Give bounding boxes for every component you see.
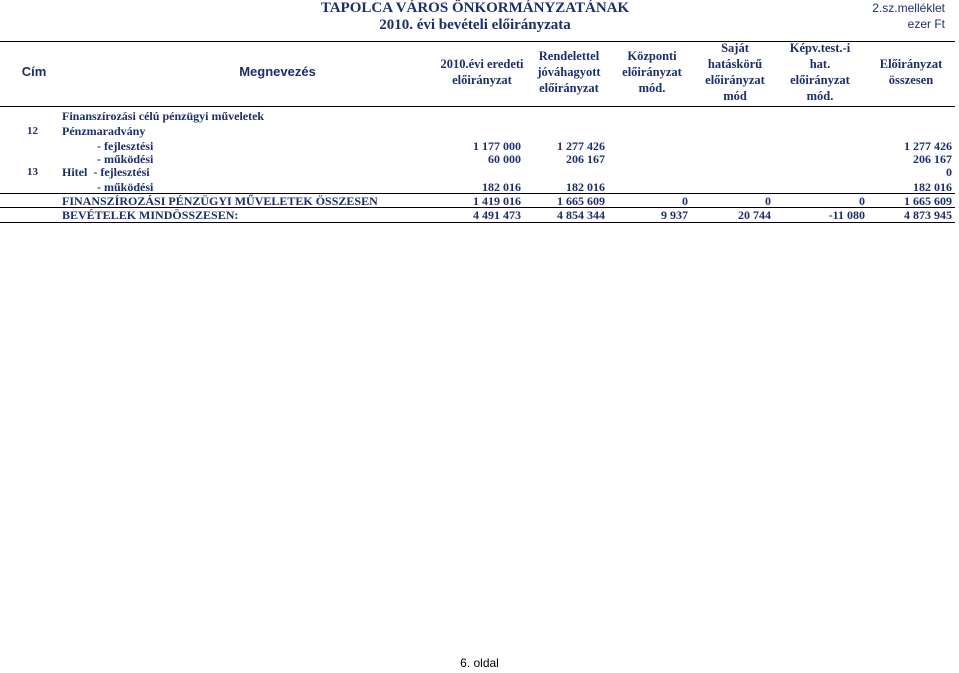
cell-council: 0 <box>859 194 865 208</box>
cell-original: 1 419 016 <box>473 194 521 208</box>
table-row <box>0 165 959 179</box>
column-header-original: 2010.évi eredeti előirányzat <box>440 57 524 87</box>
cell-total: 1 665 609 <box>904 194 952 208</box>
cell-total: 0 <box>946 165 952 179</box>
column-header-cim: Cím <box>21 64 47 79</box>
cell-own: 20 744 <box>738 208 771 222</box>
table-row <box>0 139 959 153</box>
table-row <box>0 109 959 123</box>
column-header-approved: Rendelettel jóváhagyott előirányzat <box>537 49 601 95</box>
table-bottom-border <box>0 222 955 223</box>
cell-central: 0 <box>682 194 688 208</box>
cell-total: 4 873 945 <box>904 208 952 222</box>
cell-approved: 1 277 426 <box>557 139 605 153</box>
table-row-subtotal <box>0 194 959 208</box>
cell-original: 60 000 <box>488 152 521 166</box>
row-label: Pénzmaradvány <box>62 124 146 138</box>
row-label: FINANSZÍROZÁSI PÉNZÜGYI MŰVELETEK ÖSSZESEN <box>62 194 378 208</box>
header-bottom-border <box>0 106 955 107</box>
column-header-central: Központi előirányzat mód. <box>622 49 682 95</box>
row-label: Finanszírozási célú pénzügyi műveletek <box>62 109 265 123</box>
report-title-line2: 2010. évi bevételi előirányzata <box>379 17 571 33</box>
cell-council: -11 080 <box>828 208 865 222</box>
page-number: 6. oldal <box>460 656 499 670</box>
report-title-line1: TAPOLCA VÁROS ÖNKORMÁNYZATÁNAK <box>320 0 630 16</box>
table-row <box>0 124 959 138</box>
cell-original: 182 016 <box>482 180 521 194</box>
row-label: - működési <box>97 152 154 166</box>
row-cim: 12 <box>27 125 38 137</box>
row-label: Hitel - fejlesztési <box>62 165 150 179</box>
attachment-info <box>872 0 945 32</box>
row-label: BEVÉTELEK MINDÖSSZESEN: <box>62 208 239 222</box>
column-header-total: Előirányzat összesen <box>879 57 943 87</box>
table-row <box>0 180 959 194</box>
cell-central: 9 937 <box>661 208 688 222</box>
cell-approved: 1 665 609 <box>557 194 605 208</box>
cell-original: 4 491 473 <box>473 208 521 222</box>
cell-total: 1 277 426 <box>904 139 952 153</box>
cell-own: 0 <box>765 194 771 208</box>
row-cim: 13 <box>27 166 38 178</box>
cell-approved: 182 016 <box>566 180 605 194</box>
cell-original: 1 177 000 <box>473 139 521 153</box>
row-label: - működési <box>97 180 154 194</box>
cell-approved: 206 167 <box>566 152 605 166</box>
column-header-council: Képv.test.-i hat. előirányzat mód. <box>789 41 851 103</box>
cell-approved: 4 854 344 <box>557 208 605 222</box>
unit-label: ezer Ft <box>907 17 945 31</box>
table-row <box>0 152 959 166</box>
cell-total: 206 167 <box>913 152 952 166</box>
table-row-grand-total <box>0 208 959 222</box>
attachment-number: 2.sz.melléklet <box>872 1 945 15</box>
cell-total: 182 016 <box>913 180 952 194</box>
column-header-megnevezes: Megnevezés <box>239 64 316 79</box>
column-header-own: Saját hatáskörű előirányzat mód <box>705 41 765 103</box>
row-label: - fejlesztési <box>97 139 154 153</box>
